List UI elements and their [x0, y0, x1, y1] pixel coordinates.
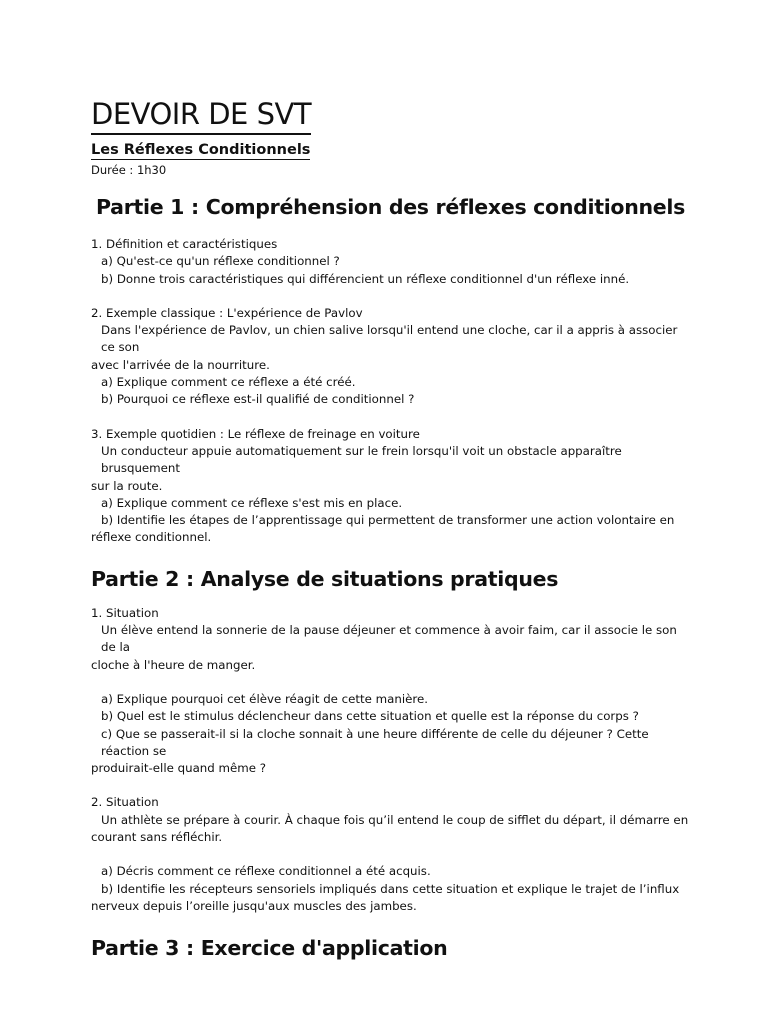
question-intro: avec l'arrivée de la nourriture. — [91, 357, 270, 372]
question-intro: sur la route. — [91, 478, 163, 493]
situation-title: 2. Situation — [91, 795, 159, 810]
partie-1-question-3 — [91, 426, 691, 547]
situation-intro: courant sans réfléchir. — [91, 830, 223, 845]
question-item: b) Identifie les récepteurs sensoriels impliqués dans cette situation et explique le trajet de l’influx — [101, 881, 680, 896]
document-title: DEVOIR DE SVT — [91, 96, 311, 135]
question-title: 3. Exemple quotidien : Le réflexe de freinage en voiture — [91, 426, 420, 441]
question-intro: Un conducteur appuie automatiquement sur le frein lorsqu'il voit un obstacle apparaître brusquement — [101, 443, 626, 476]
partie-3-heading: Partie 3 : Exercice d'application — [91, 936, 448, 961]
situation-intro: Un élève entend la sonnerie de la pause déjeuner et commence à avoir faim, car il associe le son de la — [101, 623, 681, 655]
question-item: b) Donne trois caractéristiques qui différencient un réflexe conditionnel d'un réflexe inné. — [101, 271, 630, 286]
question-item: a) Qu'est-ce qu'un réflexe conditionnel ? — [101, 254, 340, 269]
question-item: a) Explique comment ce réflexe s'est mis en place. — [101, 495, 403, 510]
partie-1-question-1 — [91, 236, 691, 288]
question-intro: Dans l'expérience de Pavlov, un chien salive lorsqu'il entend une cloche, car il a appris à associer ce son — [101, 323, 682, 355]
question-item: b) Identifie les étapes de l’apprentissage qui permettent de transformer une action volontaire en — [101, 513, 675, 528]
question-item: b) Pourquoi ce réflexe est-il qualifié de conditionnel ? — [101, 392, 415, 407]
question-item: b) Quel est le stimulus déclencheur dans cette situation et quelle est la réponse du corps ? — [101, 709, 639, 724]
partie-1-heading: Partie 1 : Compréhension des réflexes conditionnels — [96, 195, 686, 219]
document-subtitle: Les Réflexes Conditionnels — [91, 142, 311, 158]
question-item: nerveux depuis l’oreille jusqu'aux muscles des jambes. — [91, 898, 417, 913]
situation-title: 1. Situation — [91, 605, 159, 620]
partie-2-heading: Partie 2 : Analyse de situations pratiques — [91, 566, 559, 591]
question-item: produirait-elle quand même ? — [91, 761, 267, 776]
question-item: réflexe conditionnel. — [91, 530, 212, 545]
question-item: a) Explique pourquoi cet élève réagit de cette manière. — [101, 691, 429, 706]
document-page — [91, 96, 691, 961]
duration-label: Durée : 1h30 — [91, 163, 167, 177]
question-item: a) Explique comment ce réflexe a été créé. — [101, 375, 356, 390]
situation-intro: Un athlète se prépare à courir. À chaque fois qu’il entend le coup de sifflet du départ, il démarre en — [101, 812, 689, 827]
question-item: a) Décris comment ce réflexe conditionnel a été acquis. — [101, 864, 431, 879]
partie-2-situation-1 — [91, 605, 691, 778]
question-title: 2. Exemple classique : L'expérience de Pavlov — [91, 305, 363, 320]
question-title: 1. Définition et caractéristiques — [91, 237, 278, 251]
partie-2-situation-2 — [91, 794, 691, 915]
partie-1-question-2 — [91, 305, 691, 409]
question-item: c) Que se passerait-il si la cloche sonnait à une heure différente de celle du déjeuner ? Cette réaction se — [101, 726, 653, 758]
situation-intro: cloche à l'heure de manger. — [91, 657, 256, 672]
